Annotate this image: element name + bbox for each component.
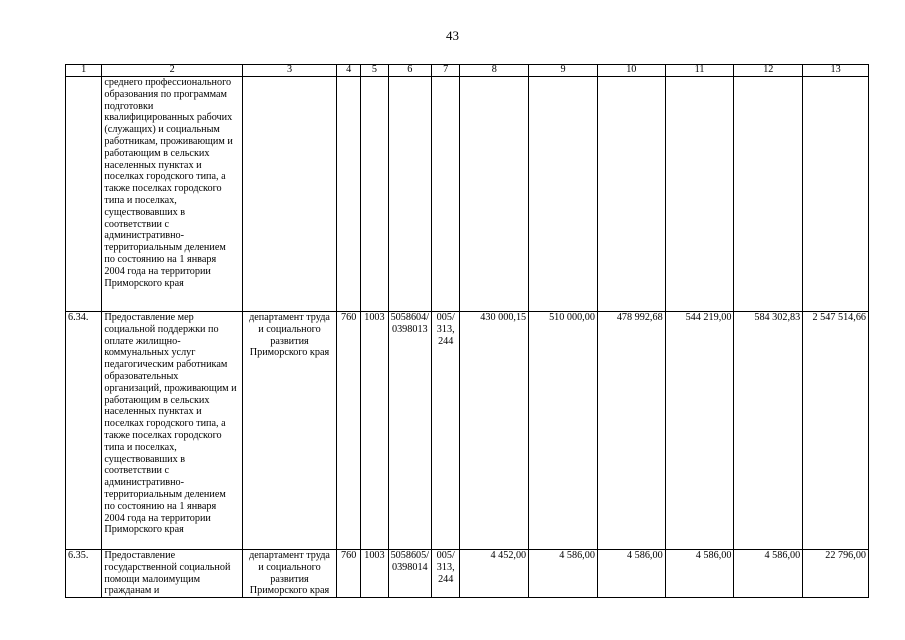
column-header: 2 bbox=[102, 65, 243, 77]
cell-col12 bbox=[734, 77, 803, 312]
row-description bbox=[102, 312, 243, 550]
row-number: 6.35. bbox=[66, 550, 102, 598]
row-agency bbox=[242, 77, 336, 312]
description-text: Предоставление мер социальной поддержки по оплате жилищно- коммунальных услуг педагогическим работникам образовательных организаций, проживающим и работающим в сельских населенных пунктах и поселках городского типа, а также поселках городского типа и поселках, существовавших в соответствии с административно- территориальным делением по состоянию на 1 января 2004 года на территории Приморского края bbox=[104, 312, 237, 536]
table-row bbox=[66, 312, 869, 550]
cell-col10: 478 992,68 bbox=[597, 312, 665, 550]
row-number bbox=[66, 77, 102, 312]
cell-col10 bbox=[597, 77, 665, 312]
cell-col13 bbox=[803, 77, 869, 312]
table-row bbox=[66, 77, 869, 312]
column-header: 1 bbox=[66, 65, 102, 77]
cell-col9 bbox=[529, 77, 598, 312]
table-header-row bbox=[66, 65, 869, 77]
cell-col13: 2 547 514,66 bbox=[803, 312, 869, 550]
cell-col7 bbox=[432, 77, 460, 312]
column-header: 9 bbox=[529, 65, 598, 77]
column-header: 4 bbox=[337, 65, 361, 77]
agency-text: департамент труда и социального развития Приморского края bbox=[249, 550, 330, 597]
code-text: 005/ 313, 244 bbox=[436, 550, 455, 585]
cell-col13: 22 796,00 bbox=[803, 550, 869, 598]
cell-col6 bbox=[388, 550, 431, 598]
row-description bbox=[102, 77, 243, 312]
page-number: 43 bbox=[446, 28, 459, 43]
cell-col8: 430 000,15 bbox=[460, 312, 529, 550]
agency-text: департамент труда и социального развития Приморского края bbox=[249, 312, 330, 359]
cell-col11: 544 219,00 bbox=[665, 312, 734, 550]
cell-col4 bbox=[337, 77, 361, 312]
cell-col10: 4 586,00 bbox=[597, 550, 665, 598]
column-header: 3 bbox=[242, 65, 336, 77]
code-text: 005/ 313, 244 bbox=[436, 312, 455, 347]
column-header: 6 bbox=[388, 65, 431, 77]
cell-col12: 4 586,00 bbox=[734, 550, 803, 598]
code-text: 5058605/ 0398014 bbox=[390, 550, 430, 573]
cell-col4: 760 bbox=[337, 312, 361, 550]
column-header: 10 bbox=[597, 65, 665, 77]
cell-col4: 760 bbox=[337, 550, 361, 598]
cell-col12: 584 302,83 bbox=[734, 312, 803, 550]
column-header: 13 bbox=[803, 65, 869, 77]
column-header: 11 bbox=[665, 65, 734, 77]
cell-col7 bbox=[432, 550, 460, 598]
cell-col8 bbox=[460, 77, 529, 312]
budget-table bbox=[65, 64, 869, 598]
code-text: 5058604/ 0398013 bbox=[390, 312, 430, 335]
row-agency bbox=[242, 312, 336, 550]
cell-col6 bbox=[388, 312, 431, 550]
cell-col9: 510 000,00 bbox=[529, 312, 598, 550]
column-header: 5 bbox=[361, 65, 388, 77]
description-text: Предоставление государственной социальной помощи малоимущим гражданам и bbox=[104, 550, 231, 597]
cell-col7 bbox=[432, 312, 460, 550]
cell-col6 bbox=[388, 77, 431, 312]
column-header: 12 bbox=[734, 65, 803, 77]
row-number: 6.34. bbox=[66, 312, 102, 550]
row-description bbox=[102, 550, 243, 598]
cell-col9: 4 586,00 bbox=[529, 550, 598, 598]
cell-col5: 1003 bbox=[361, 550, 388, 598]
cell-col5 bbox=[361, 77, 388, 312]
cell-col8: 4 452,00 bbox=[460, 550, 529, 598]
column-header: 8 bbox=[460, 65, 529, 77]
column-header: 7 bbox=[432, 65, 460, 77]
cell-col11: 4 586,00 bbox=[665, 550, 734, 598]
cell-col5: 1003 bbox=[361, 312, 388, 550]
cell-col11 bbox=[665, 77, 734, 312]
table-row bbox=[66, 550, 869, 598]
description-text: среднего профессионального образования по программам подготовки квалифицированных рабочих (служащих) и социальным работникам, проживающим и работающим в сельских населенных пунктах и поселках городского типа, а также поселках городского типа и поселках, существовавших в соответствии с административно- территориальным делением по состоянию на 1 января 2004 года на территории Приморского края bbox=[104, 77, 233, 289]
row-agency bbox=[242, 550, 336, 598]
